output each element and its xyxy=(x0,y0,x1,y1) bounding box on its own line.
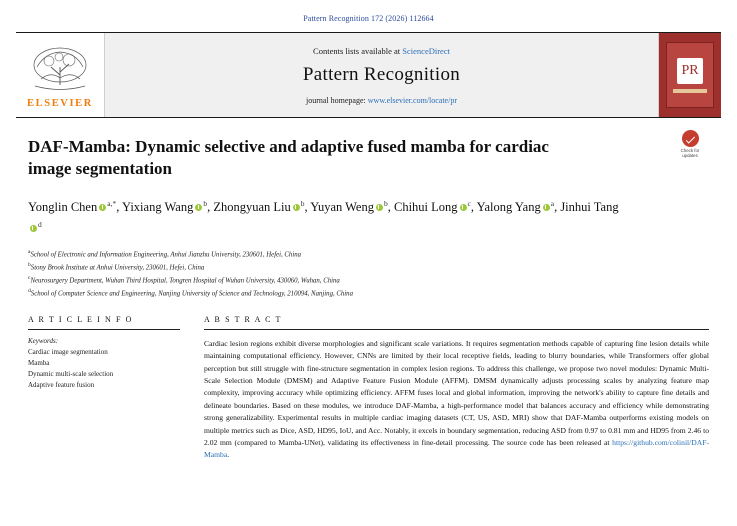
journal-cover-bar xyxy=(673,89,707,93)
author-name: Yonglin Chen xyxy=(28,199,98,214)
crossmark-check-icon xyxy=(682,130,699,147)
contents-prefix: Contents lists available at xyxy=(313,45,401,56)
author-affiliation-marker: b xyxy=(203,198,208,208)
author-affiliation-marker: b xyxy=(383,198,388,208)
crossmark-line1: Check for xyxy=(680,148,700,153)
keyword-item: Cardiac image segmentation xyxy=(28,348,108,357)
journal-homepage-line xyxy=(306,96,457,105)
crossmark-line2: updates xyxy=(682,153,698,159)
journal-title: Pattern Recognition xyxy=(302,63,461,85)
journal-homepage-link[interactable]: www.elsevier.com/locate/pr xyxy=(367,95,457,105)
author-entry xyxy=(122,200,207,214)
keywords-label: Keywords: xyxy=(28,337,59,346)
affiliation-label: b xyxy=(28,261,31,268)
author-name: Yixiang Wang xyxy=(122,199,194,214)
abstract-text-part2: . xyxy=(227,450,230,460)
keyword-item: Dynamic multi-scale selection xyxy=(28,370,114,379)
author-name: Chihui Long xyxy=(393,199,458,214)
affiliation-label: a xyxy=(28,249,31,256)
author-affiliation-marker: d xyxy=(38,219,42,229)
page-title: DAF-Mamba: Dynamic selective and adaptive fused mamba for cardiac image segmentation xyxy=(28,137,549,179)
orcid-icon[interactable] xyxy=(376,204,383,211)
author-affiliation-marker: a,* xyxy=(107,198,117,208)
orcid-icon[interactable] xyxy=(293,204,300,211)
running-head: Pattern Recognition 172 (2026) 112664 xyxy=(303,14,434,23)
contents-available-line xyxy=(313,46,450,56)
author-entry xyxy=(28,200,116,214)
journal-masthead xyxy=(16,32,721,118)
affiliation-item xyxy=(28,274,709,287)
author-entry xyxy=(477,200,554,214)
orcid-icon[interactable] xyxy=(543,204,550,211)
abstract-text-part1: Cardiac lesion regions exhibit diverse morphologies and significant scale variations. It requires segmentation methods capable of capturing fine lesion details while maintaining computational efficiency. However, CNNs are limited by their local receptive fields, leading to blurry boundaries, while Transformers offer global perception but still struggle with fine-structure segmentation in complex lesion regions. To address this challenge, we propose two novel modules: Dynamic Multi-Scale Selection Module (DMSM) and Adaptive Feature Fusion Module (AFFM). DMSM dynamically adjusts processing scales by analyzing feature map complexity, improving accuracy while optimizing efficiency. AFFM fuses local and global information, improving the network's ability to capture fine details and delineate boundaries. Based on these modules, we introduce DAF-Mamba, a high-performance model that balances accuracy and efficiency while demonstrating strong generalizability. Experimental results in multiple cardiac imaging datasets (CT, US, ASD, MRI) show that DAF-Mamba outperforms existing models on multiple metrics such as Dice, ASD, HD95, IoU, and Acc. Notably, it excels in boundary segmentation, reducing ASD from 0.97 to 0.81 mm and HD95 from 2.46 to 2.02 mm (compared to Mamba-UNet), validating its effectiveness in fine-detail processing. The source code has been released at xyxy=(204,338,709,447)
affiliation-text: School of Electronic and Information Engineering, Anhui Jianzhu University, 230601, Hefei, China xyxy=(30,251,302,259)
orcid-icon[interactable] xyxy=(30,225,37,232)
affiliation-text: School of Computer Science and Engineering, Nanjing University of Science and Technology, 210094, Nanjing, China xyxy=(30,289,353,297)
orcid-icon[interactable] xyxy=(460,204,467,211)
crossmark-badge[interactable] xyxy=(673,130,707,160)
abstract-rule xyxy=(204,329,709,330)
affiliation-list xyxy=(28,248,709,299)
journal-cover-thumbnail xyxy=(659,33,721,117)
info-abstract-columns xyxy=(28,315,709,469)
masthead-center xyxy=(104,33,659,117)
author-affiliation-marker: a xyxy=(550,198,555,208)
elsevier-tree-icon xyxy=(27,45,93,97)
affiliation-text: Stony Brook Institute at Anhui University, 230601, Hefei, China xyxy=(30,264,205,272)
orcid-icon[interactable] xyxy=(99,204,106,211)
affiliation-item xyxy=(28,287,709,300)
journal-emblem-icon: PR xyxy=(677,58,703,84)
affiliation-label: c xyxy=(28,274,31,281)
author-name: Yalong Yang xyxy=(476,199,541,214)
affiliation-item xyxy=(28,261,709,274)
affiliation-item xyxy=(28,248,709,261)
author-entry xyxy=(394,200,471,214)
author-affiliation-marker: c xyxy=(467,198,471,208)
affiliation-label: d xyxy=(28,287,31,294)
abstract-heading: A B S T R A C T xyxy=(204,315,283,325)
article-info-heading: A R T I C L E I N F O xyxy=(28,315,134,325)
elsevier-logo xyxy=(16,33,104,117)
article-info-column xyxy=(28,315,180,469)
author-list: Yonglin Chen $^{a,*}$, Yixiang Wang $^b$, Zhongyuan Liu $^b$, Yuyan Weng $^b$, Chihui Long $^c$, Yalong Yang $^a$, Jinhui Tang$^d$ xyxy=(28,197,628,238)
abstract-column xyxy=(204,315,709,469)
author-name: Jinhui Tang xyxy=(560,199,619,214)
title-area xyxy=(28,136,709,181)
abstract-body xyxy=(204,338,709,462)
author-entry xyxy=(213,200,304,214)
author-affiliation-marker: b xyxy=(300,198,305,208)
article-info-rule xyxy=(28,329,180,330)
source-code-link[interactable]: https://github.com/colinil/DAF-Mamba xyxy=(204,437,709,460)
keyword-item: Mamba xyxy=(28,359,50,368)
orcid-icon[interactable] xyxy=(195,204,202,211)
affiliation-text: Neurosurgery Department, Wuhan Third Hospital, Tongren Hospital of Wuhan University, 430060, Wuhan, China xyxy=(30,277,340,285)
homepage-prefix: journal homepage: xyxy=(306,95,366,105)
sciencedirect-link[interactable]: ScienceDirect xyxy=(402,45,450,56)
author-name: Zhongyuan Liu xyxy=(213,199,291,214)
elsevier-wordmark: ELSEVIER xyxy=(27,98,93,109)
author-name: Yuyan Weng xyxy=(310,199,374,214)
journal-cover-inner xyxy=(666,42,714,108)
keyword-item: Adaptive feature fusion xyxy=(28,380,95,389)
author-entry xyxy=(310,200,387,214)
